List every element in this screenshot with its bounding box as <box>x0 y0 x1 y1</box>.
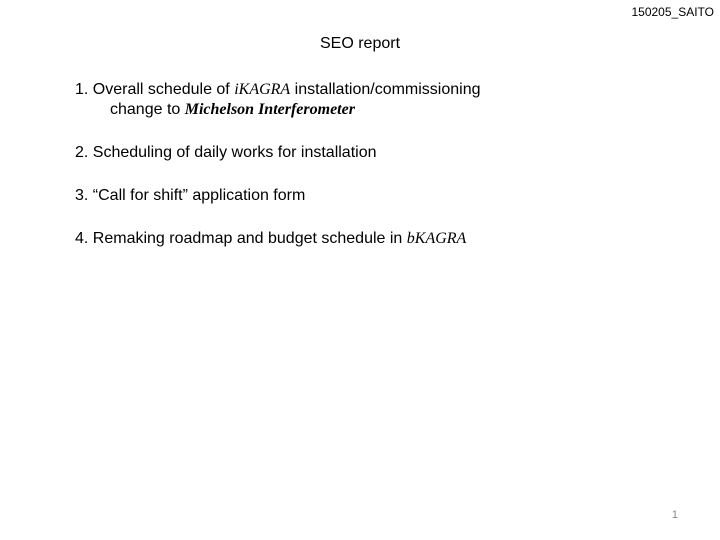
agenda-item-4 <box>75 229 695 249</box>
agenda-item-1-line2 <box>75 100 695 120</box>
slide-id: 150205_SAITO <box>631 5 714 19</box>
agenda-item-4-prefix: 4. Remaking roadmap and budget schedule in <box>75 230 407 247</box>
agenda-item-1-ikagra: iKAGRA <box>234 81 291 98</box>
agenda-item-1 <box>75 80 695 120</box>
agenda-item-4-bkagra: bKAGRA <box>406 230 467 247</box>
agenda-item-1-prefix: 1. Overall schedule of <box>75 81 235 98</box>
agenda-item-1-line2-prefix: change to <box>110 101 185 118</box>
agenda-item-2-text: 2. Scheduling of daily works for installation <box>75 144 377 161</box>
agenda-item-1-michelson: Michelson Interferometer <box>184 101 355 118</box>
agenda-item-1-suffix: installation/commissioning <box>290 81 481 98</box>
agenda-list <box>75 80 695 272</box>
agenda-item-3 <box>75 186 695 206</box>
slide-title: SEO report <box>319 35 401 52</box>
agenda-item-3-text: 3. “Call for shift” application form <box>75 187 306 204</box>
agenda-item-2 <box>75 143 695 163</box>
page-number: 1 <box>671 509 678 521</box>
